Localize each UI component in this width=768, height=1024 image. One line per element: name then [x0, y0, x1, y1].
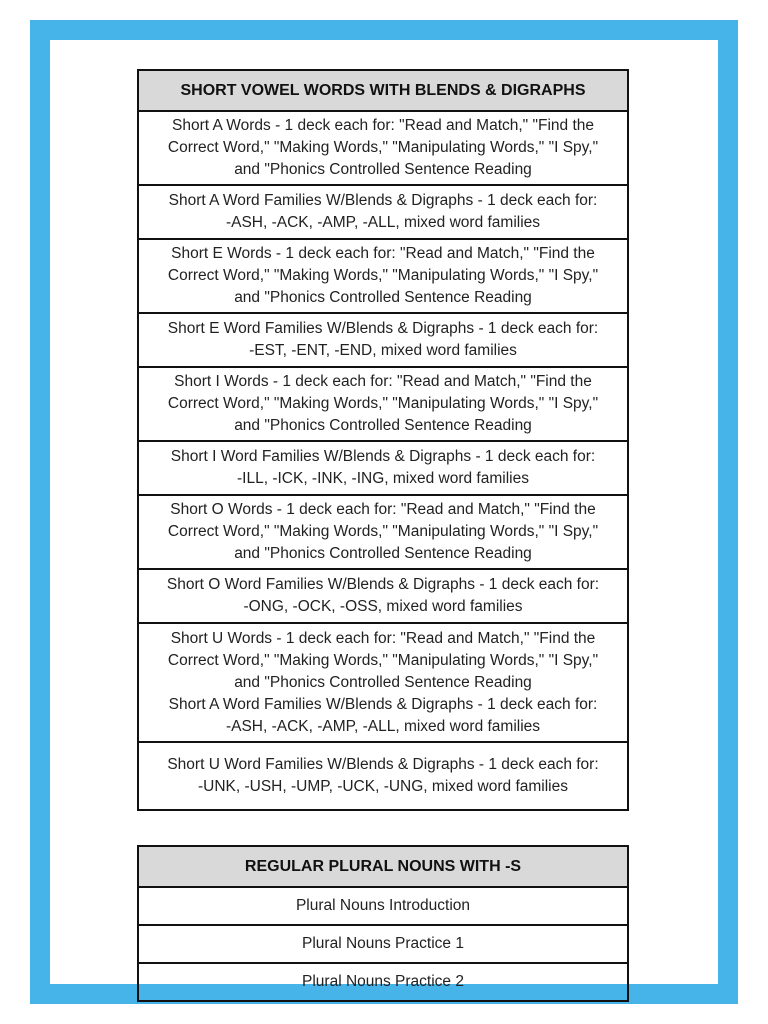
row-line: Short A Words - 1 deck each for: "Read and Match," "Find the	[171, 117, 595, 134]
table-row	[138, 925, 628, 963]
row-line: -EST, -ENT, -END, mixed word families	[249, 342, 517, 359]
row-line: and "Phonics Controlled Sentence Reading	[234, 161, 532, 178]
table-row	[138, 185, 628, 239]
page-frame	[30, 20, 738, 1004]
table-row	[138, 569, 628, 623]
row-line: Short I Word Families W/Blends & Digraphs - 1 deck each for:	[170, 448, 596, 465]
table-row	[138, 441, 628, 495]
table-row	[138, 313, 628, 367]
row-line: Correct Word," "Making Words," "Manipulating Words," "I Spy,"	[167, 523, 599, 540]
table-header: REGULAR PLURAL NOUNS WITH -S	[138, 846, 628, 887]
table-row	[138, 111, 628, 185]
row-line: Plural Nouns Introduction	[295, 897, 471, 914]
table-row	[138, 495, 628, 569]
table-row	[138, 963, 628, 1001]
row-line: Short O Words - 1 deck each for: "Read and Match," "Find the	[170, 501, 596, 518]
row-line: Short A Word Families W/Blends & Digraphs - 1 deck each for:	[168, 192, 598, 209]
row-line: Short U Word Families W/Blends & Digraphs - 1 deck each for:	[167, 756, 599, 773]
row-line: Correct Word," "Making Words," "Manipulating Words," "I Spy,"	[167, 651, 599, 669]
table-header: SHORT VOWEL WORDS WITH BLENDS & DIGRAPHS	[138, 70, 628, 111]
row-line: and "Phonics Controlled Sentence Reading	[234, 673, 532, 691]
row-line: and "Phonics Controlled Sentence Reading	[234, 545, 532, 562]
table-row	[138, 367, 628, 441]
row-line: -ASH, -ACK, -AMP, -ALL, mixed word families	[225, 717, 541, 735]
table-row	[138, 239, 628, 313]
row-line: Correct Word," "Making Words," "Manipulating Words," "I Spy,"	[167, 267, 599, 284]
row-line: Short E Word Families W/Blends & Digraphs - 1 deck each for:	[167, 320, 599, 337]
row-line: Plural Nouns Practice 2	[302, 973, 464, 990]
row-line: Short E Words - 1 deck each for: "Read and Match," "Find the	[171, 245, 595, 262]
row-line: -ONG, -OCK, -OSS, mixed word families	[243, 598, 523, 615]
table-row	[138, 623, 628, 742]
row-line: Short I Words - 1 deck each for: "Read and Match," "Find the	[174, 373, 592, 390]
table-row	[138, 742, 628, 810]
row-line: Short A Word Families W/Blends & Digraphs - 1 deck each for:	[168, 695, 598, 713]
plural-nouns-table	[137, 845, 629, 1002]
row-line: Correct Word," "Making Words," "Manipulating Words," "I Spy,"	[167, 139, 599, 156]
row-line: -ILL, -ICK, -INK, -ING, mixed word families	[237, 470, 529, 487]
table-row	[138, 887, 628, 925]
row-line: Plural Nouns Practice 1	[302, 935, 464, 952]
page-content	[50, 40, 718, 990]
row-line: Short U Words - 1 deck each for: "Read and Match," "Find the	[170, 629, 596, 647]
row-line: Short O Word Families W/Blends & Digraphs - 1 deck each for:	[166, 576, 600, 593]
row-line: -UNK, -USH, -UMP, -UCK, -UNG, mixed word families	[197, 778, 569, 795]
row-line: -ASH, -ACK, -AMP, -ALL, mixed word families	[225, 214, 541, 231]
row-line: and "Phonics Controlled Sentence Reading	[234, 289, 532, 306]
short-vowel-table	[137, 69, 629, 811]
row-line: Correct Word," "Making Words," "Manipulating Words," "I Spy,"	[167, 395, 599, 412]
row-line: and "Phonics Controlled Sentence Reading	[234, 417, 532, 434]
